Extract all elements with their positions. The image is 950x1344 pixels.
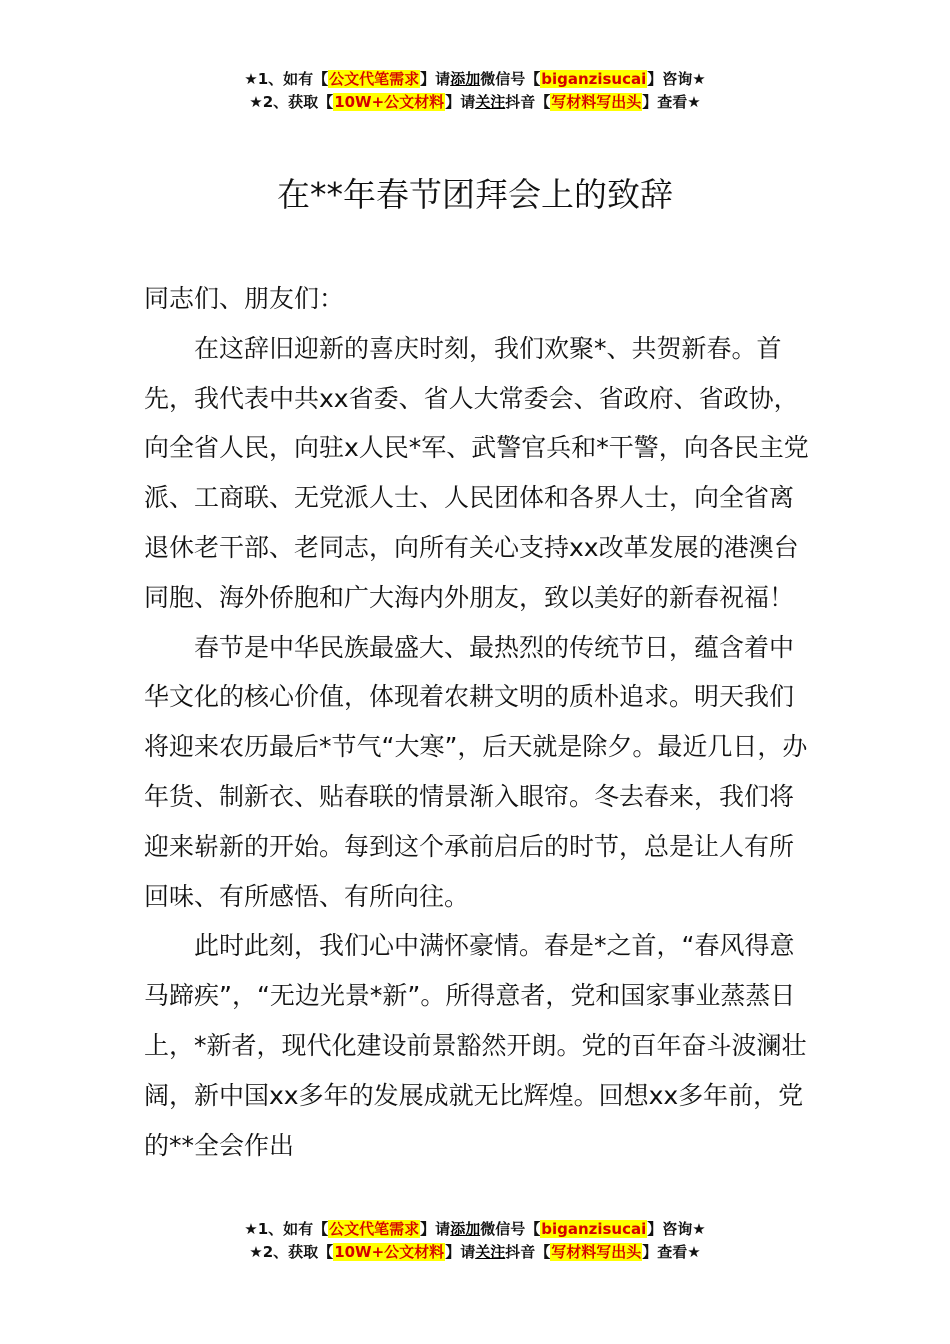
banner-underline: 关注: [475, 1243, 506, 1261]
banner-highlight: 10W+公文材料: [334, 93, 445, 111]
banner-underline: 添加: [450, 70, 481, 88]
banner-douyin-id: 写材料写出头: [551, 1243, 642, 1261]
footer-banner: [0, 1218, 950, 1264]
banner-wechat-id: biganzisucai: [541, 70, 647, 88]
banner-highlight: 10W+公文材料: [334, 1243, 445, 1261]
banner-text: 】咨询★: [647, 1220, 706, 1238]
banner-text: 】请: [420, 1220, 451, 1238]
banner-text: ★1、如有【: [244, 70, 329, 88]
banner-line-1: [0, 1218, 950, 1241]
banner-highlight: 公文代笔需求: [329, 70, 420, 88]
banner-text: 】请: [445, 93, 476, 111]
document-body: [144, 274, 814, 1170]
banner-text: ★1、如有【: [244, 1220, 329, 1238]
banner-highlight: 公文代笔需求: [329, 1220, 420, 1238]
banner-text: 】请: [420, 70, 451, 88]
banner-text: 微信号【: [480, 1220, 541, 1238]
banner-text: 抖音【: [505, 93, 551, 111]
salutation: 同志们、朋友们：: [144, 284, 345, 313]
banner-text: 】查看★: [642, 93, 701, 111]
banner-text: 】咨询★: [647, 70, 706, 88]
banner-text: ★2、获取【: [249, 1243, 334, 1261]
banner-text: ★2、获取【: [249, 93, 334, 111]
banner-text: 抖音【: [505, 1243, 551, 1261]
banner-line-2: [0, 91, 950, 114]
banner-line-2: [0, 1241, 950, 1264]
banner-text: 微信号【: [480, 70, 541, 88]
banner-line-1: [0, 68, 950, 91]
banner-text: 】请: [445, 1243, 476, 1261]
paragraph: 春节是中华民族最盛大、最热烈的传统节日，蕴含着中华文化的核心价值，体现着农耕文明的质朴追求。明天我们将迎来农历最后*节气“大寒”，后天就是除夕。最近几日，办年货、制新衣、贴春联的情景渐入眼帘。冬去春来，我们将迎来崭新的开始。每到这个承前启后的时节，总是让人有所回味、有所感悟、有所向往。: [144, 632, 808, 911]
paragraph: 在这辞旧迎新的喜庆时刻，我们欢聚*、共贺新春。首先，我代表中共xx省委、省人大常委会、省政府、省政协，向全省人民，向驻x人民*军、武警官兵和*干警，向各民主党派、工商联、无党派人士、人民团体和各界人士，向全省离退休老干部、老同志，向所有关心支持xx改革发展的港澳台同胞、海外侨胞和广大海内外朋友，致以美好的新春祝福！: [144, 333, 809, 612]
banner-text: 】查看★: [642, 1243, 701, 1261]
header-banner: [0, 68, 950, 114]
paragraph: 此时此刻，我们心中满怀豪情。春是*之首，“春风得意马蹄疾”，“无边光景*新”。所得意者，党和国家事业蒸蒸日上，*新者，现代化建设前景豁然开朗。党的百年奋斗波澜壮阔，新中国xx多年的发展成就无比辉煌。回想xx多年前，党的**全会作出: [144, 931, 807, 1160]
banner-underline: 添加: [450, 1220, 481, 1238]
banner-douyin-id: 写材料写出头: [551, 93, 642, 111]
banner-underline: 关注: [475, 93, 506, 111]
banner-wechat-id: biganzisucai: [541, 1220, 647, 1238]
document-title: 在**年春节团拜会上的致辞: [277, 175, 673, 214]
